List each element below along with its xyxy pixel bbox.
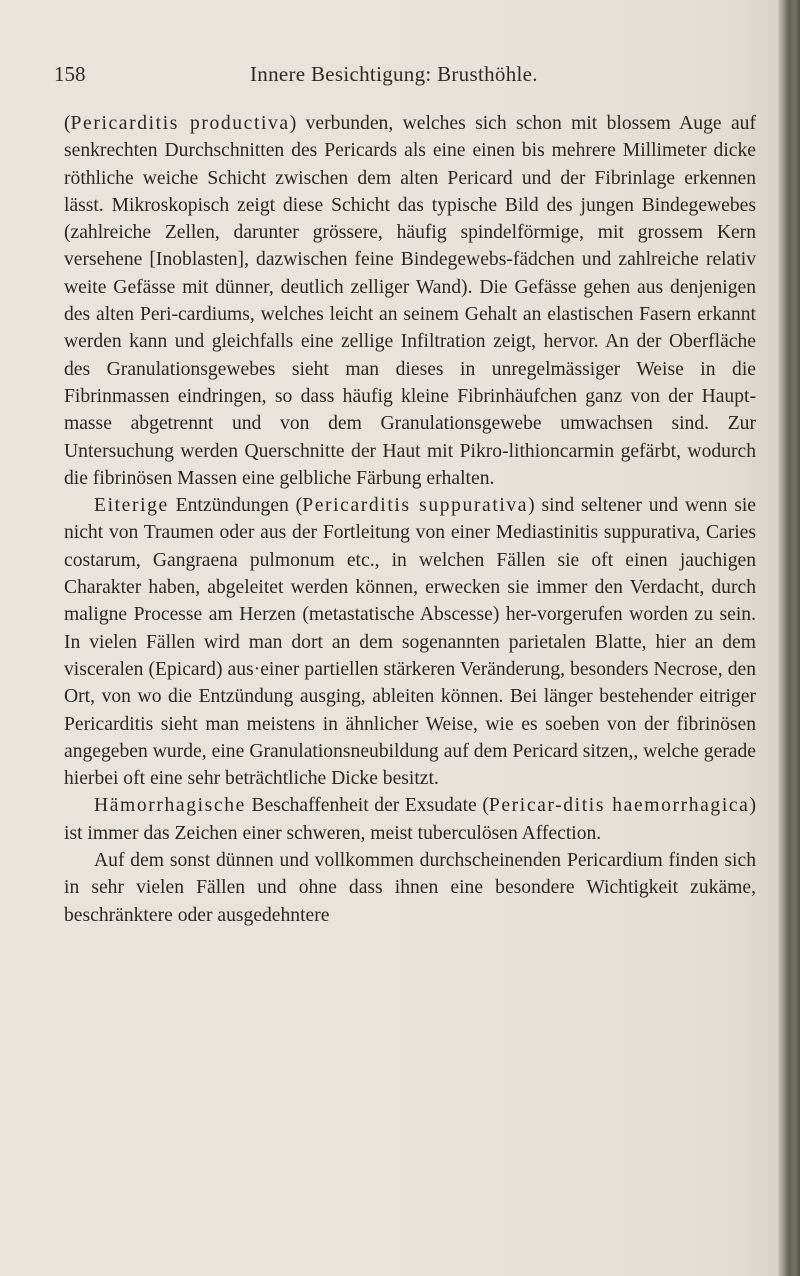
emphasized-term: Hämorrhagische (94, 795, 246, 817)
paragraph: Auf dem sonst dünnen und vollkommen durchscheinenden Pericardium finden sich in sehr vielen Fällen und ohne dass ihnen eine besondere Wichtigkeit zukäme, beschränktere oder ausgedehntere (64, 850, 756, 926)
paragraph: (Pericarditis productiva) verbunden, welches sich schon mit blossem Auge auf senkrechten Durchschnitten des Pericards als eine einen bis mehrere Millimeter dicke röthliche weiche Schicht zwischen dem alten Pericard und der Fibrinlage erkennen lässt. Mikroskopisch zeigt diese Schicht das typische Bild des jungen Bindegewebes (zahlreiche Zellen, darunter grössere, häufig spindelförmige, mit grossem Kern versehene [Inoblasten], dazwischen feine Bindegewebs-fädchen und zahlreiche relativ weite Gefässe mit dünner, deutlich zelliger Wand). Die Gefässe gehen aus denjenigen des alten Peri-cardiums, welches leicht an seinem Gehalt an elastischen Fasern erkannt werden kann und gleichfalls eine zellige Infiltration zeigt, hervor. An der Oberfläche des Granulationsgewebes sieht man dieses in unregelmässiger Weise in die Fibrinmassen eindringen, so dass häufig kleine Fibrinhäufchen ganz von der Haupt-masse abgetrennt und von dem Granulationsgewebe umwachsen sind. Zur Untersuchung werden Querschnitte der Haut mit Pikro-lithioncarmin gefärbt, wodurch die fibrinösen Massen eine gelbliche Färbung erhalten. (64, 113, 756, 489)
emphasized-term: Pericar-ditis haemorrhagica (488, 795, 750, 817)
emphasized-term: Eiterige (94, 495, 169, 517)
running-head: Innere Besichtigung: Brusthöhle. (250, 62, 538, 86)
page-number: 158 (54, 62, 86, 86)
page-header (38, 62, 758, 92)
book-spine-edge (778, 0, 800, 1276)
body-text (64, 110, 756, 929)
emphasized-term: Pericarditis productiva (70, 113, 290, 134)
emphasized-term: Pericarditis suppurativa (302, 495, 529, 517)
paragraph: Eiterige Entzündungen (Pericarditis suppurativa) sind seltener und wenn sie nicht von Traumen oder aus der Fortleitung von einer Mediastinitis suppurativa, Caries costarum, Gangraena pulmonum etc., in welchen Fällen sie oft einen jauchigen Charakter haben, abgeleitet werden können, erwecken sie immer den Verdacht, durch maligne Processe am Herzen (metastatische Abscesse) her-vorgerufen worden zu sein. In vielen Fällen wird man dort an dem sogenannten parietalen Blatte, hier an dem visceralen (Epicard) aus·einer partiellen stärkeren Veränderung, besonders Necrose, den Ort, von wo die Entzündung ausging, ableiten können. Bei länger bestehender eitriger Pericarditis sieht man meistens in ähnlicher Weise, wie es soeben von der fibrinösen angegeben wurde, eine Granulationsneubildung auf dem Pericard sitzen,, welche gerade hierbei oft eine sehr beträchtliche Dicke besitzt. (64, 495, 756, 790)
paragraph: Hämorrhagische Beschaffenheit der Exsudate (Pericar-ditis haemorrhagica) ist immer das Zeichen einer schweren, meist tuberculösen Affection. (64, 795, 756, 844)
